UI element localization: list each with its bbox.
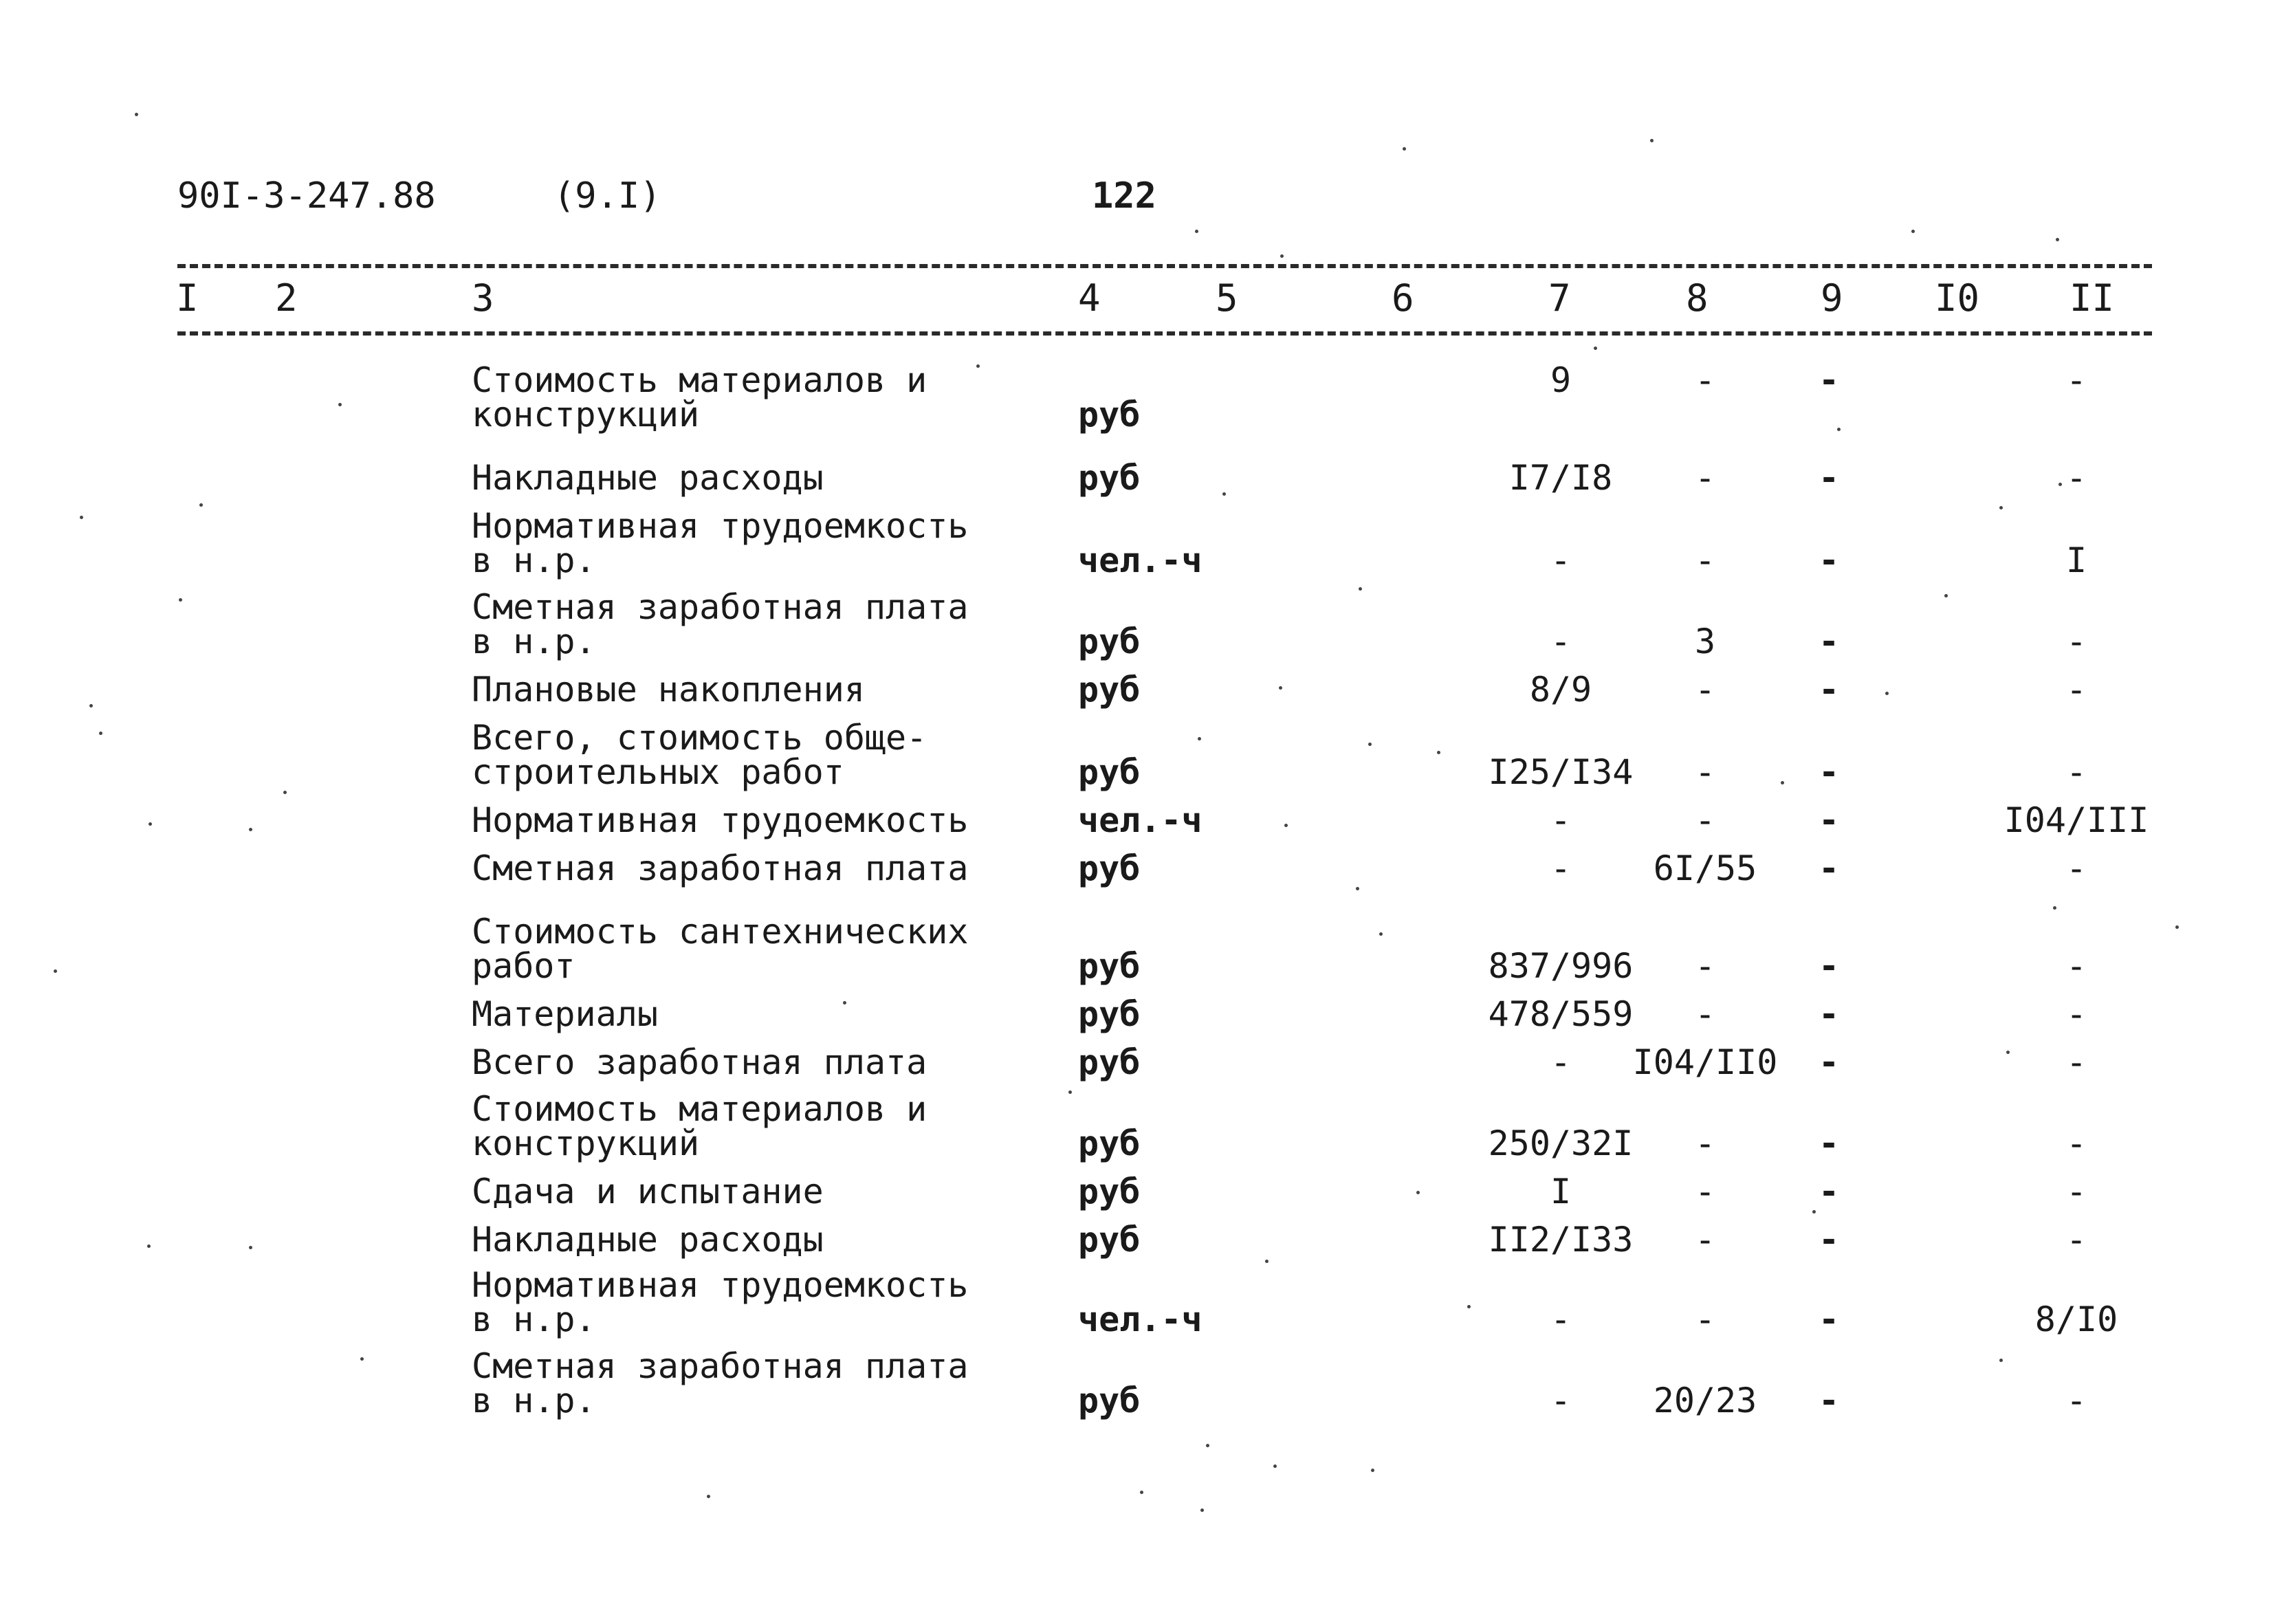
row-name: Нормативная трудоемкость в н.р. — [472, 506, 969, 580]
row-name: Сметная заработная плата в н.р. — [472, 1346, 969, 1420]
row-col7-value: 8/9 — [1529, 670, 1592, 710]
row-name: Всего, стоимость обще- строительных работ — [472, 718, 927, 792]
column-number: 9 — [1821, 276, 1843, 320]
row-col11-value: I04/III — [2003, 800, 2149, 840]
row-name: Материалы — [472, 994, 658, 1034]
column-number: 4 — [1078, 276, 1101, 320]
row-col9-value: - — [1818, 360, 1840, 400]
row-col11-value: - — [2065, 994, 2087, 1034]
row-col9-value: - — [1818, 622, 1840, 661]
row-name: Нормативная трудоемкость — [472, 800, 969, 840]
row-col7-value: - — [1550, 540, 1572, 580]
row-unit: чел.-ч — [1078, 540, 1203, 580]
row-col8-value: - — [1694, 1123, 1716, 1163]
row-name: Накладные расходы — [472, 1220, 824, 1260]
row-col11-value: - — [2065, 458, 2087, 498]
row-unit: руб — [1078, 994, 1141, 1034]
row-name: Стоимость материалов и конструкций — [472, 1089, 927, 1163]
row-unit: руб — [1078, 1381, 1141, 1420]
row-unit: руб — [1078, 1123, 1141, 1163]
row-col11-value: - — [2065, 752, 2087, 792]
row-col11-value: - — [2065, 622, 2087, 661]
row-col7-value: - — [1550, 848, 1572, 888]
row-col7-value: - — [1550, 800, 1572, 840]
row-col11-value: - — [2065, 946, 2087, 986]
row-col8-value: - — [1694, 752, 1716, 792]
row-unit: руб — [1078, 752, 1141, 792]
row-col9-value: - — [1818, 752, 1840, 792]
row-col9-value: - — [1818, 1220, 1840, 1260]
column-number: 7 — [1548, 276, 1571, 320]
row-col8-value: - — [1694, 994, 1716, 1034]
row-col8-value: - — [1694, 670, 1716, 710]
row-col8-value: - — [1694, 1299, 1716, 1339]
row-col9-value: - — [1818, 458, 1840, 498]
row-col9-value: - — [1818, 800, 1840, 840]
row-unit: чел.-ч — [1078, 800, 1203, 840]
column-number: 5 — [1216, 276, 1238, 320]
row-unit: чел.-ч — [1078, 1299, 1203, 1339]
row-col8-value: - — [1694, 1172, 1716, 1211]
row-unit: руб — [1078, 1042, 1141, 1082]
row-col11-value: - — [2065, 848, 2087, 888]
row-name: Нормативная трудоемкость в н.р. — [472, 1265, 969, 1339]
row-col7-value: 478/559 — [1488, 994, 1634, 1034]
row-col8-value: 20/23 — [1653, 1381, 1757, 1420]
row-col7-value: I7/I8 — [1508, 458, 1613, 498]
row-unit: руб — [1078, 1220, 1141, 1260]
row-col7-value: I25/I34 — [1488, 752, 1634, 792]
row-name: Стоимость сантехнических работ — [472, 912, 969, 986]
row-col9-value: - — [1818, 1299, 1840, 1339]
row-name: Стоимость материалов и конструкций — [472, 360, 927, 435]
row-col8-value: - — [1694, 540, 1716, 580]
row-col7-value: 250/32I — [1488, 1123, 1634, 1163]
row-col9-value: - — [1818, 994, 1840, 1034]
row-col7-value: II2/I33 — [1488, 1220, 1634, 1260]
row-col8-value: I04/II0 — [1632, 1042, 1778, 1082]
row-col8-value: - — [1694, 800, 1716, 840]
row-col11-value: - — [2065, 670, 2087, 710]
row-col11-value: I — [2065, 540, 2087, 580]
row-col8-value: 6I/55 — [1653, 848, 1757, 888]
page-number: 122 — [1092, 175, 1156, 217]
row-col9-value: - — [1818, 1042, 1840, 1082]
row-col7-value: 9 — [1550, 360, 1572, 400]
column-number: II — [2069, 276, 2115, 320]
row-col8-value: - — [1694, 458, 1716, 498]
row-name: Всего заработная плата — [472, 1042, 927, 1082]
row-col7-value: - — [1550, 622, 1572, 661]
row-unit: руб — [1078, 670, 1141, 710]
row-col7-value: 837/996 — [1488, 946, 1634, 986]
row-col9-value: - — [1818, 540, 1840, 580]
row-col9-value: - — [1818, 946, 1840, 986]
row-col9-value: - — [1818, 848, 1840, 888]
row-col11-value: - — [2065, 1123, 2087, 1163]
row-col7-value: - — [1550, 1381, 1572, 1420]
column-number: I — [176, 276, 199, 320]
row-unit: руб — [1078, 622, 1141, 661]
row-name: Сдача и испытание — [472, 1172, 824, 1211]
column-number: 2 — [275, 276, 298, 320]
section-number: (9.I) — [553, 175, 661, 217]
row-name: Плановые накопления — [472, 670, 865, 710]
row-name: Накладные расходы — [472, 458, 824, 498]
row-unit: руб — [1078, 395, 1141, 435]
table-header-rule — [177, 331, 2152, 336]
row-col9-value: - — [1818, 1172, 1840, 1211]
row-col8-value: - — [1694, 1220, 1716, 1260]
row-col11-value: 8/I0 — [2034, 1299, 2118, 1339]
row-col7-value: - — [1550, 1299, 1572, 1339]
document-number: 90I-3-247.88 — [177, 175, 436, 217]
row-col9-value: - — [1818, 1123, 1840, 1163]
row-col11-value: - — [2065, 360, 2087, 400]
row-name: Сметная заработная плата — [472, 848, 969, 888]
row-col9-value: - — [1818, 1381, 1840, 1420]
row-col11-value: - — [2065, 1042, 2087, 1082]
row-col8-value: - — [1694, 360, 1716, 400]
column-number: 6 — [1392, 276, 1414, 320]
row-col9-value: - — [1818, 670, 1840, 710]
row-unit: руб — [1078, 1172, 1141, 1211]
column-number: 3 — [472, 276, 494, 320]
row-col11-value: - — [2065, 1172, 2087, 1211]
row-name: Сметная заработная плата в н.р. — [472, 587, 969, 661]
row-col8-value: 3 — [1694, 622, 1716, 661]
table-top-rule — [177, 264, 2152, 268]
row-col8-value: - — [1694, 946, 1716, 986]
row-unit: руб — [1078, 458, 1141, 498]
row-col11-value: - — [2065, 1381, 2087, 1420]
column-number: I0 — [1935, 276, 1980, 320]
row-col11-value: - — [2065, 1220, 2087, 1260]
row-unit: руб — [1078, 848, 1141, 888]
row-unit: руб — [1078, 946, 1141, 986]
row-col7-value: I — [1550, 1172, 1572, 1211]
row-col7-value: - — [1550, 1042, 1572, 1082]
column-number: 8 — [1686, 276, 1709, 320]
